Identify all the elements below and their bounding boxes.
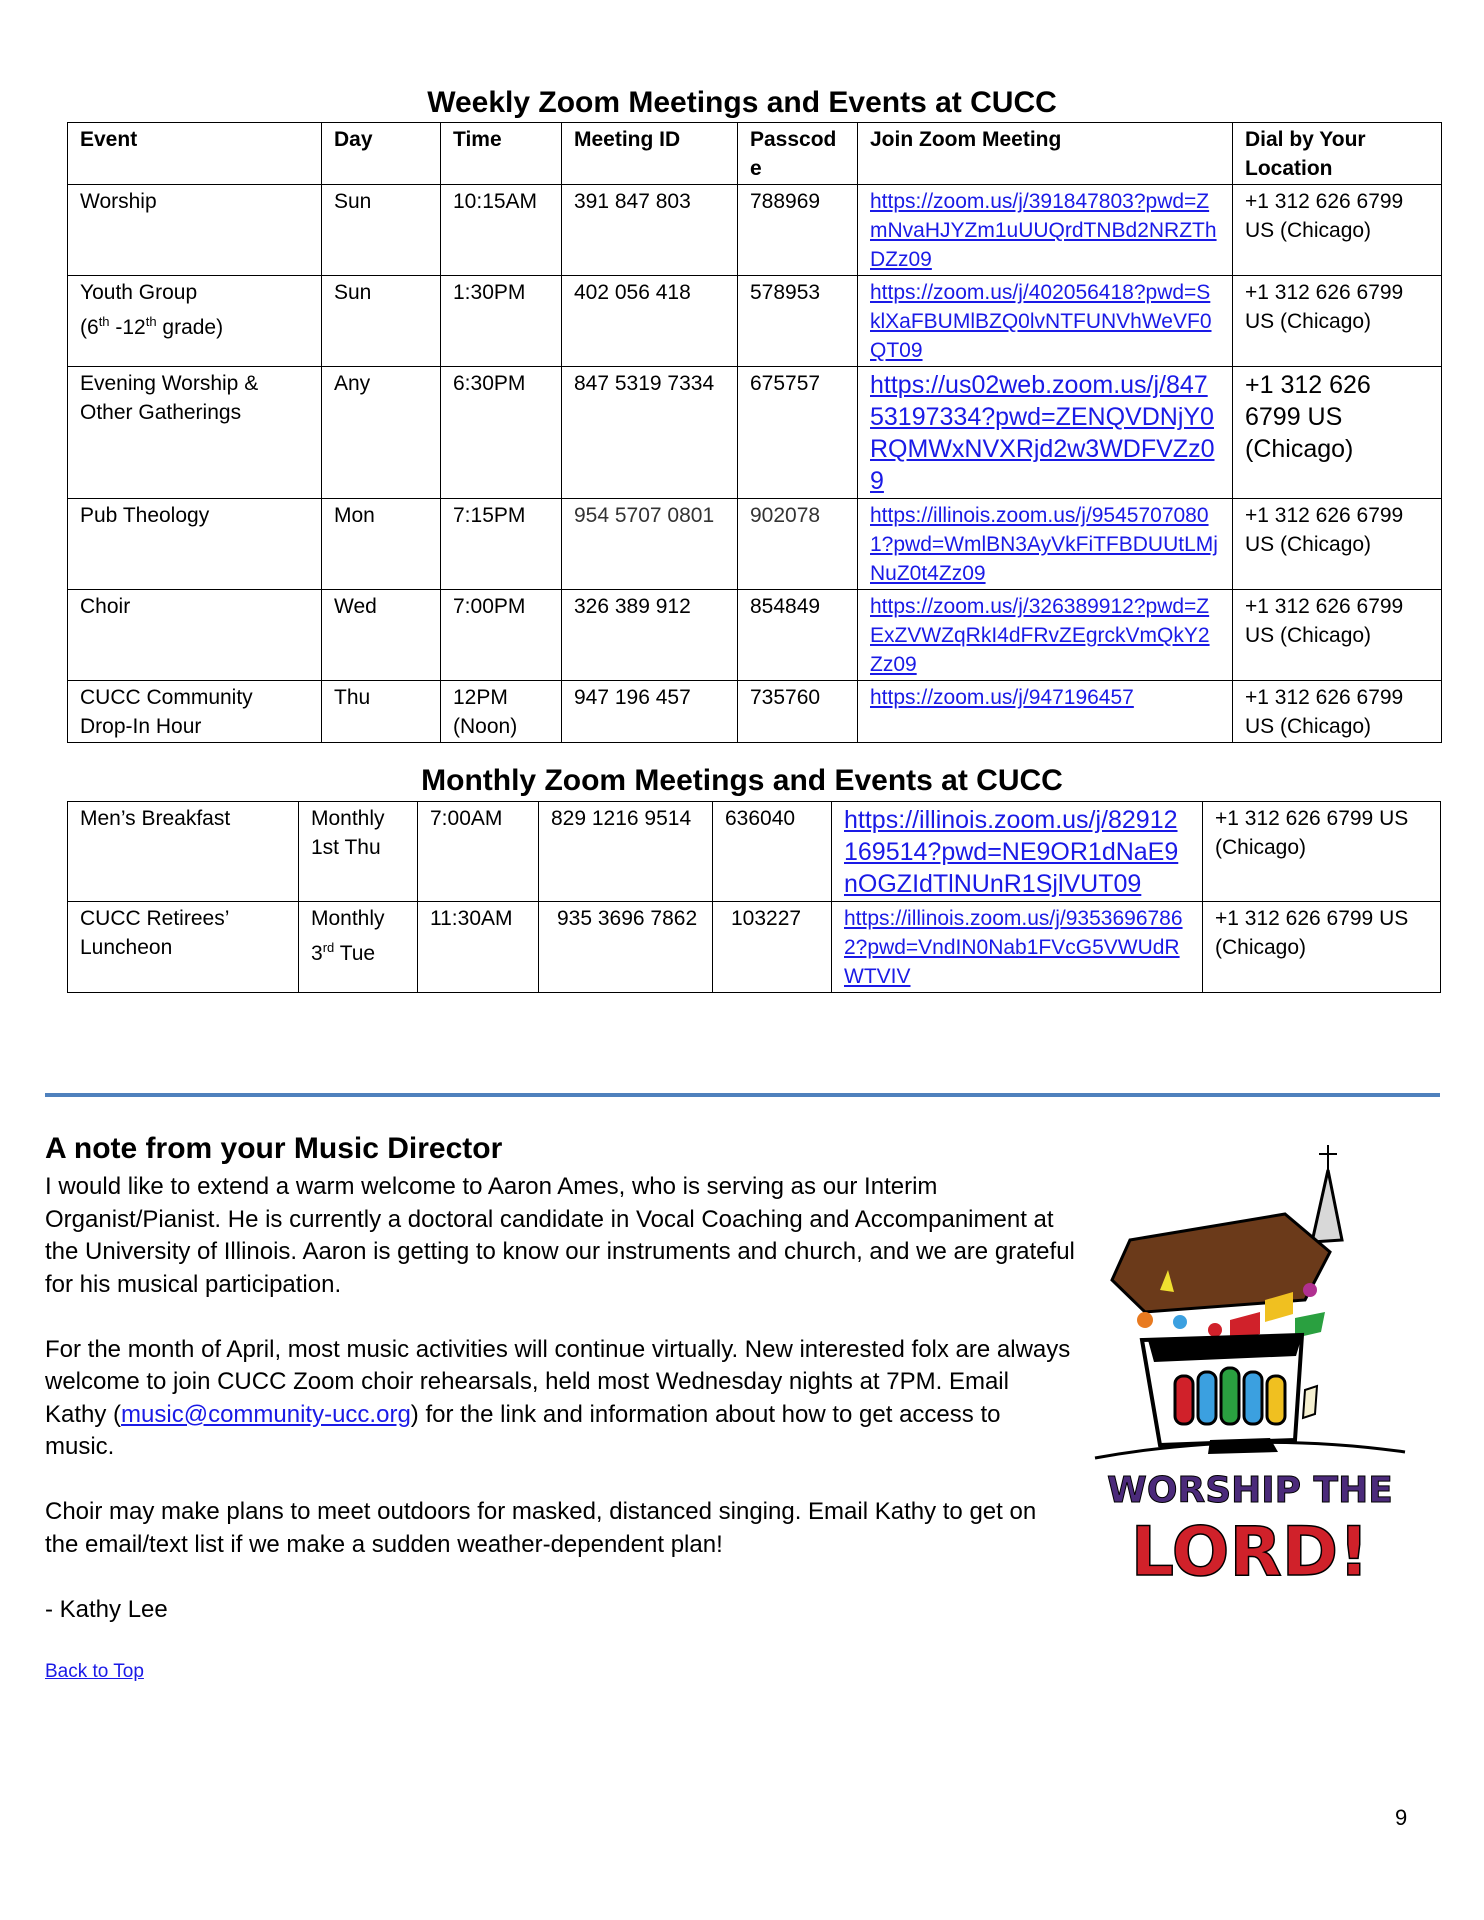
table-row bbox=[68, 185, 1442, 276]
table-row bbox=[68, 902, 1441, 993]
join-cell bbox=[858, 276, 1233, 367]
music-note-icon bbox=[1137, 1312, 1153, 1328]
monthly-table bbox=[67, 801, 1441, 993]
passcode-cell: 578953 bbox=[738, 276, 858, 367]
header-event: Event bbox=[68, 123, 322, 185]
steps-icon bbox=[1208, 1438, 1278, 1454]
dial-cell: +1 312 626 6799 US (Chicago) bbox=[1233, 185, 1442, 276]
note-title: A note from your Music Director bbox=[45, 1132, 503, 1165]
event-cell: CUCC Community Drop-In Hour bbox=[68, 681, 322, 743]
header-dial: Dial by Your Location bbox=[1233, 123, 1442, 185]
join-cell bbox=[858, 499, 1233, 590]
header-passcode: Passcode bbox=[738, 123, 858, 185]
grade-range-post: grade) bbox=[156, 316, 224, 339]
zoom-link[interactable]: https://zoom.us/j/391847803?pwd=ZmNvaHJYZm1uUUQrdTNBd2NRZThDZz09 bbox=[870, 190, 1217, 271]
passcode-cell: 788969 bbox=[738, 185, 858, 276]
passcode-cell: 902078 bbox=[738, 499, 858, 590]
section-divider bbox=[45, 1093, 1440, 1097]
join-cell bbox=[832, 902, 1203, 993]
grade-range-mid: -12 bbox=[109, 316, 146, 339]
zoom-link[interactable]: https://illinois.zoom.us/j/95457070801?pwd=WmlBN3AyVkFiTFBDUUtLMjNuZ0t4Zz09 bbox=[870, 504, 1218, 585]
meeting-id-cell: 829 1216 9514 bbox=[539, 802, 713, 902]
grade-sup-2: th bbox=[145, 314, 157, 329]
dial-cell: +1 312 626 6799 US (Chicago) bbox=[1203, 902, 1441, 993]
window-icon bbox=[1244, 1372, 1262, 1424]
window-icon bbox=[1221, 1368, 1239, 1424]
day-cell bbox=[299, 902, 418, 993]
time-cell: 7:00AM bbox=[418, 802, 539, 902]
meeting-id-cell: 954 5707 0801 bbox=[562, 499, 738, 590]
meeting-id-cell: 402 056 418 bbox=[562, 276, 738, 367]
day-cell: Sun bbox=[322, 276, 441, 367]
time-cell: 6:30PM bbox=[441, 367, 562, 499]
event-cell bbox=[68, 276, 322, 367]
signature: - Kathy Lee bbox=[45, 1595, 168, 1623]
dial-cell: +1 312 626 6799 US (Chicago) bbox=[1233, 590, 1442, 681]
day-pre: Monthly 3 bbox=[311, 907, 385, 965]
time-cell: 12PM (Noon) bbox=[441, 681, 562, 743]
join-cell bbox=[832, 802, 1203, 902]
day-cell: Monthly 1st Thu bbox=[299, 802, 418, 902]
table-row bbox=[68, 802, 1441, 902]
zoom-link[interactable]: https://zoom.us/j/947196457 bbox=[870, 686, 1134, 709]
day-cell: Sun bbox=[322, 185, 441, 276]
passcode-cell: 103227 bbox=[713, 902, 832, 993]
note-body bbox=[45, 1171, 1075, 1659]
meeting-id-cell: 935 3696 7862 bbox=[539, 902, 713, 993]
back-to-top-link[interactable]: Back to Top bbox=[45, 1661, 144, 1682]
event-cell: Choir bbox=[68, 590, 322, 681]
note-paragraph-2 bbox=[45, 1334, 1075, 1464]
clipart-text-line2: LORD! bbox=[1130, 1513, 1370, 1590]
table-row bbox=[68, 367, 1442, 499]
time-cell: 7:15PM bbox=[441, 499, 562, 590]
dial-cell: +1 312 626 6799 US (Chicago) bbox=[1233, 499, 1442, 590]
music-note-icon bbox=[1208, 1323, 1222, 1337]
table-header-row bbox=[68, 123, 1442, 185]
passcode-cell: 735760 bbox=[738, 681, 858, 743]
note-p2-post: ) for the link and information about how to get access to music. bbox=[45, 1400, 1001, 1460]
dial-cell: +1 312 626 6799 US (Chicago) bbox=[1233, 276, 1442, 367]
door-icon bbox=[1303, 1386, 1317, 1418]
worship-church-clipart bbox=[1090, 1140, 1410, 1590]
event-cell: Pub Theology bbox=[68, 499, 322, 590]
table-row bbox=[68, 590, 1442, 681]
weekly-table bbox=[67, 122, 1442, 743]
monthly-title: Monthly Zoom Meetings and Events at CUCC bbox=[421, 764, 1063, 797]
roof-icon bbox=[1112, 1214, 1330, 1312]
day-cell: Any bbox=[322, 367, 441, 499]
note-p2-pre: For the month of April, most music activities will continue virtually. New interested folx are always welcome to join CUCC Zoom choir rehearsals, held most Wednesday nights at 7PM. Email Kathy ( bbox=[45, 1335, 1071, 1428]
header-join: Join Zoom Meeting bbox=[858, 123, 1233, 185]
table-row bbox=[68, 276, 1442, 367]
dial-cell: +1 312 626 6799 US (Chicago) bbox=[1233, 367, 1442, 499]
note-paragraph-3: Choir may make plans to meet outdoors for masked, distanced singing. Email Kathy to get on the email/text list if we make a sudden weather-dependent plan! bbox=[45, 1498, 1037, 1558]
email-link[interactable]: music@community-ucc.org bbox=[121, 1400, 411, 1428]
join-cell bbox=[858, 590, 1233, 681]
window-icon bbox=[1175, 1376, 1193, 1424]
zoom-link[interactable]: https://us02web.zoom.us/j/84753197334?pwd=ZENQVDNjY0RQMWxNVXRjd2w3WDFVZz09 bbox=[870, 371, 1215, 495]
passcode-cell: 854849 bbox=[738, 590, 858, 681]
clipart-text-line1: WORSHIP THE bbox=[1107, 1470, 1393, 1511]
day-cell: Thu bbox=[322, 681, 441, 743]
meeting-id-cell: 326 389 912 bbox=[562, 590, 738, 681]
meeting-id-cell: 391 847 803 bbox=[562, 185, 738, 276]
zoom-link[interactable]: https://illinois.zoom.us/j/82912169514?pwd=NE9OR1dNaE9nOGZIdTlNUnR1SjlVUT09 bbox=[844, 806, 1179, 898]
dial-cell: +1 312 626 6799 US (Chicago) bbox=[1203, 802, 1441, 902]
zoom-link[interactable]: https://zoom.us/j/402056418?pwd=SklXaFBUMlBZQ0lvNTFUNVhWeVF0QT09 bbox=[870, 281, 1212, 362]
day-sup: rd bbox=[322, 940, 335, 955]
meeting-id-cell: 847 5319 7334 bbox=[562, 367, 738, 499]
music-note-icon bbox=[1303, 1283, 1317, 1297]
meeting-id-cell: 947 196 457 bbox=[562, 681, 738, 743]
event-name: Youth Group bbox=[80, 281, 198, 304]
header-meeting-id: Meeting ID bbox=[562, 123, 738, 185]
zoom-link[interactable]: https://illinois.zoom.us/j/93536967862?pwd=VndIN0Nab1FVcG5VWUdRWTVIV bbox=[844, 907, 1183, 988]
header-time: Time bbox=[441, 123, 562, 185]
event-cell: Worship bbox=[68, 185, 322, 276]
passcode-cell: 675757 bbox=[738, 367, 858, 499]
note-paragraph-1: I would like to extend a warm welcome to Aaron Ames, who is serving as our Interim Organist/Pianist. He is currently a doctoral candidate in Vocal Coaching and Accompaniment at the University of Illinois. Aaron is getting to know our instruments and church, and we are grateful for his musical participation. bbox=[45, 1173, 1075, 1298]
join-cell bbox=[858, 681, 1233, 743]
music-note-icon bbox=[1173, 1315, 1187, 1329]
event-cell: Men’s Breakfast bbox=[68, 802, 299, 902]
grade-sup-1: th bbox=[98, 314, 110, 329]
day-cell: Mon bbox=[322, 499, 441, 590]
event-cell: CUCC Retirees’ Luncheon bbox=[68, 902, 299, 993]
grade-range-pre: (6 bbox=[80, 316, 99, 339]
weekly-title: Weekly Zoom Meetings and Events at CUCC bbox=[427, 86, 1057, 119]
passcode-cell: 636040 bbox=[713, 802, 832, 902]
table-row bbox=[68, 681, 1442, 743]
join-cell bbox=[858, 367, 1233, 499]
zoom-link[interactable]: https://zoom.us/j/326389912?pwd=ZExZVWZqRkI4dFRvZEgrckVmQkY2Zz09 bbox=[870, 595, 1210, 676]
window-icon bbox=[1198, 1372, 1216, 1424]
table-row bbox=[68, 499, 1442, 590]
time-cell: 10:15AM bbox=[441, 185, 562, 276]
time-cell: 7:00PM bbox=[441, 590, 562, 681]
dial-cell: +1 312 626 6799 US (Chicago) bbox=[1233, 681, 1442, 743]
join-cell bbox=[858, 185, 1233, 276]
time-cell: 11:30AM bbox=[418, 902, 539, 993]
header-day: Day bbox=[322, 123, 441, 185]
window-icon bbox=[1267, 1376, 1285, 1424]
steeple-icon bbox=[1312, 1170, 1342, 1242]
event-cell: Evening Worship & Other Gatherings bbox=[68, 367, 322, 499]
day-post: Tue bbox=[334, 942, 376, 965]
time-cell: 1:30PM bbox=[441, 276, 562, 367]
day-cell: Wed bbox=[322, 590, 441, 681]
page-number: 9 bbox=[1395, 1805, 1408, 1830]
